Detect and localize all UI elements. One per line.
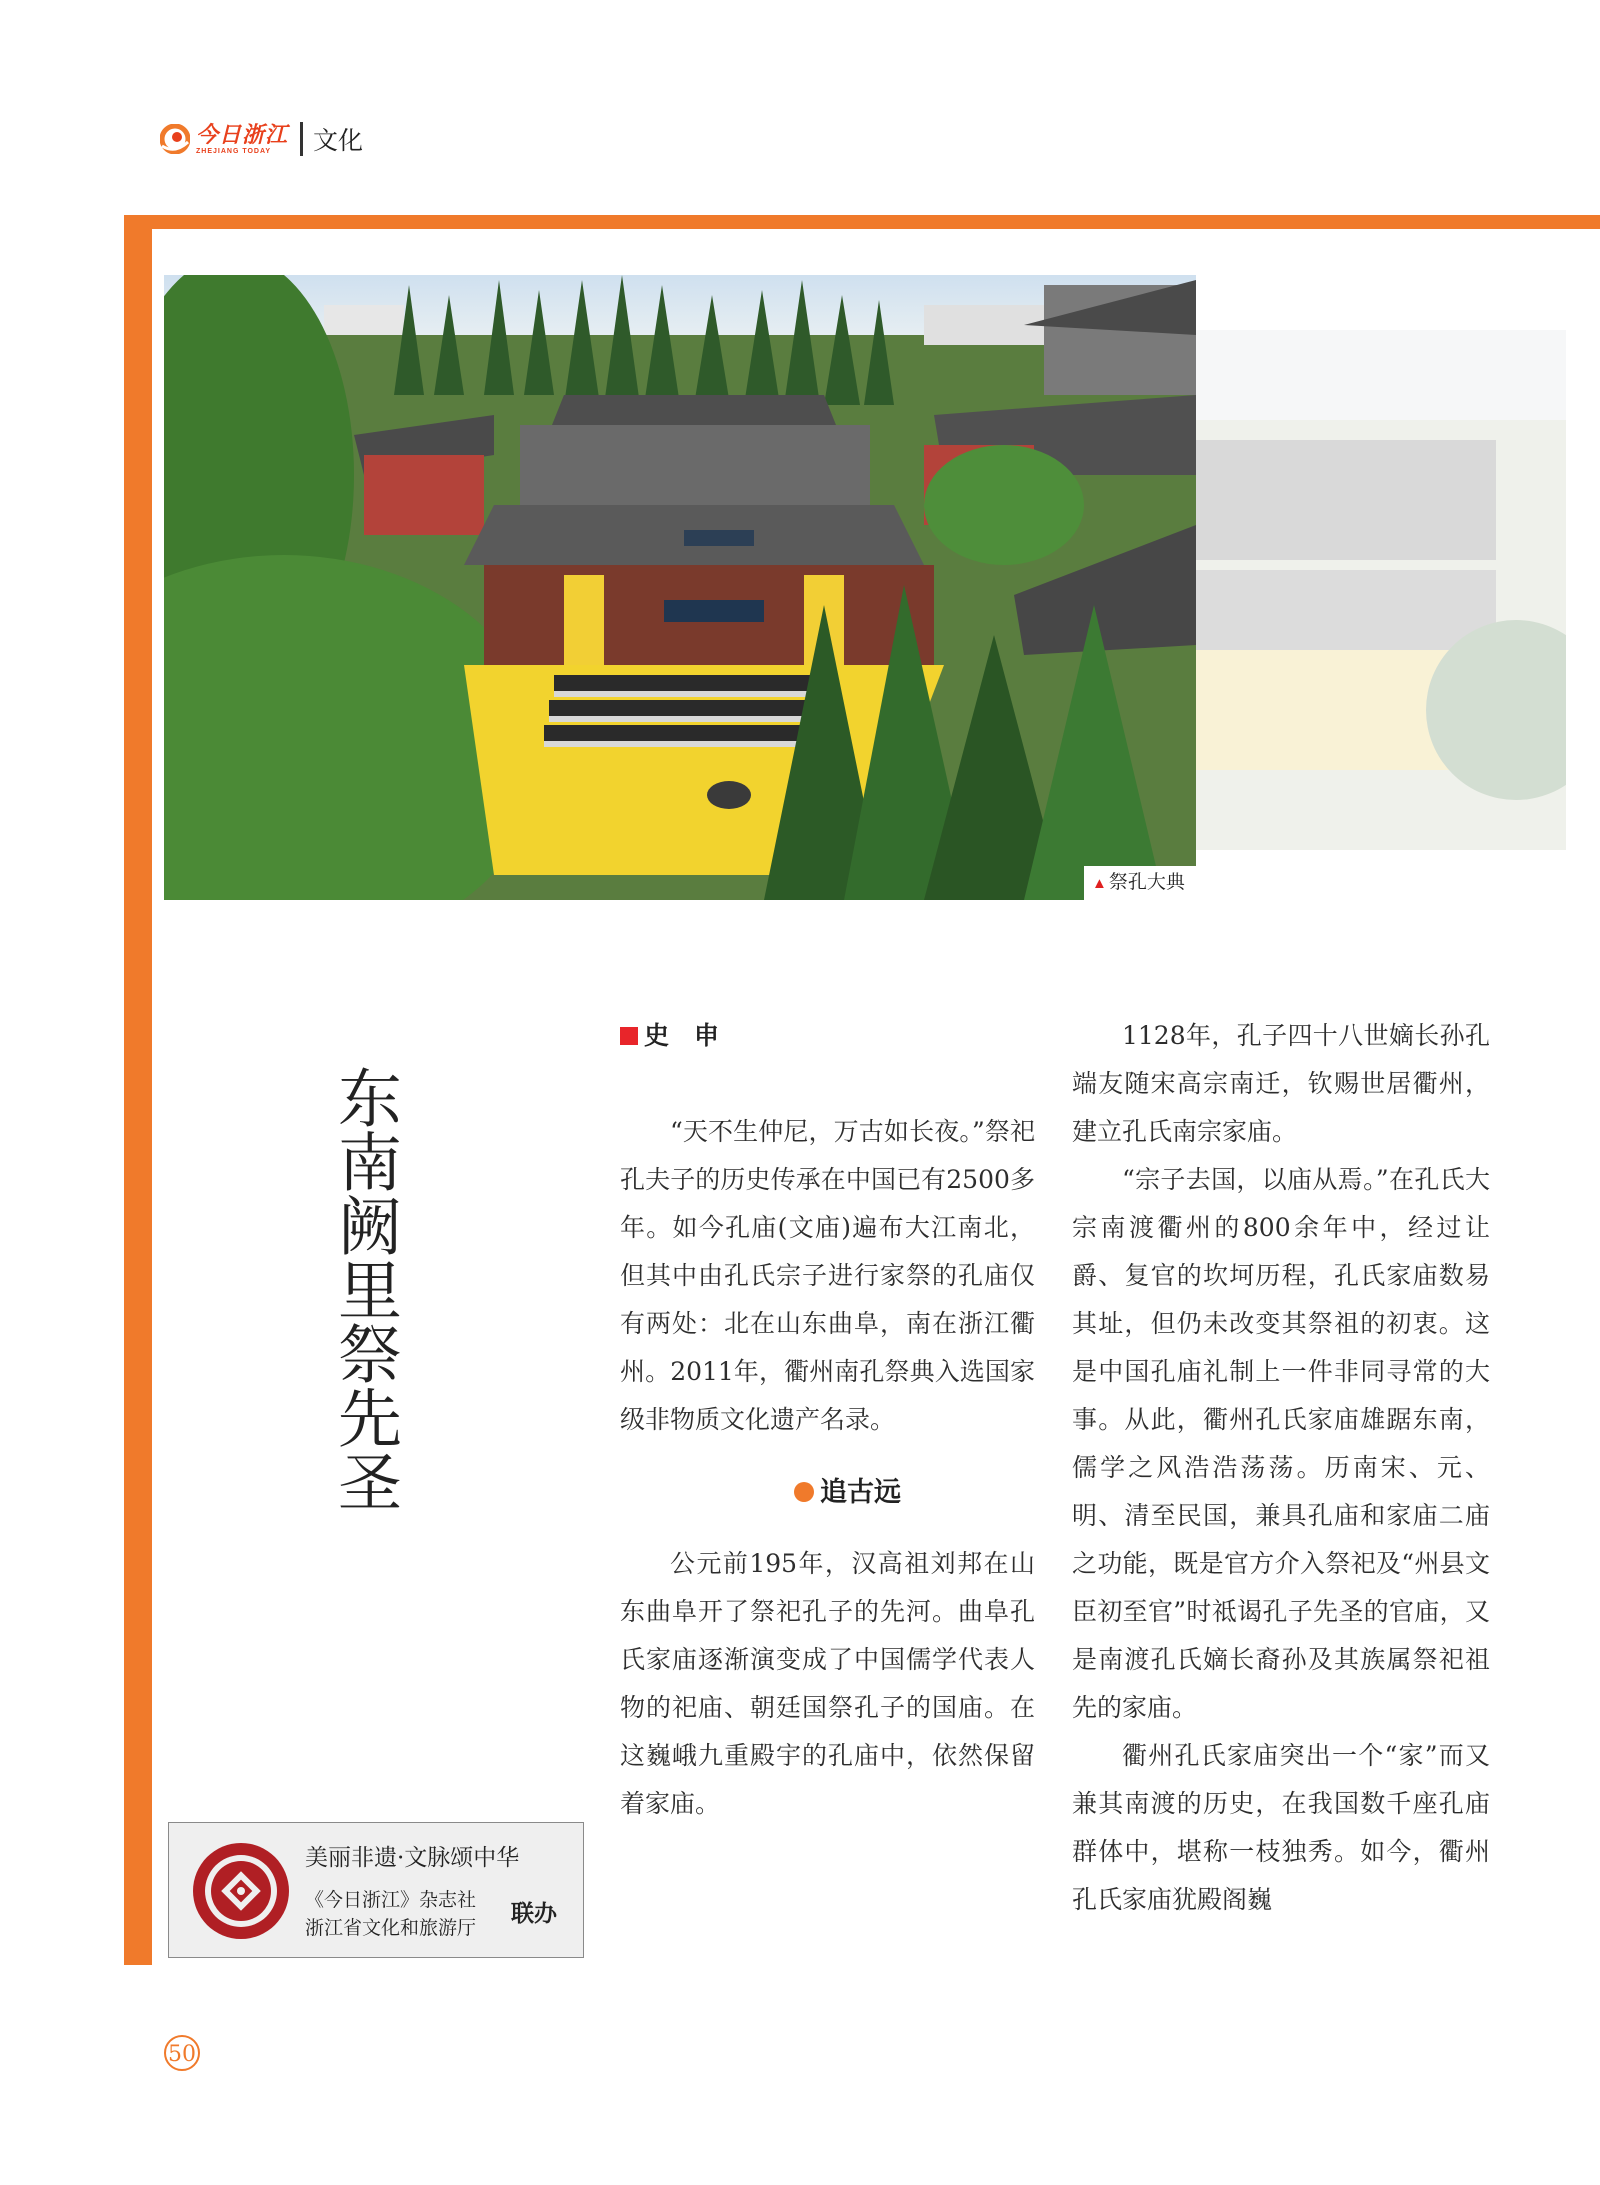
paragraph: “天不生仲尼，万古如长夜。”祭祀孔夫子的历史传承在中国已有2500多年。如今孔庙(文庙)遍布大江南北，但其中由孔氏宗子进行家祭的孔庙仅有两处：北在山东曲阜，南在浙江衢州。2011年，衢州南孔祭典入选国家级非物质文化遗产名录。 xyxy=(620,1117,1035,1434)
author-square-icon xyxy=(620,1027,638,1045)
badge-org-2: 浙江省文化和旅游厅 xyxy=(305,1918,477,1939)
paragraph: 衢州孔氏家庙突出一个“家”而又兼其南渡的历史，在我国数千座孔庙群体中，堪称一枝独秀。如今，衢州孔氏家庙犹殿阁巍 xyxy=(1072,1741,1490,1914)
caption-triangle-icon: ▲ xyxy=(1092,875,1107,892)
caption-text: 祭孔大典 xyxy=(1108,872,1185,893)
ceremony-photo xyxy=(164,275,1196,900)
paragraph: “宗子去国，以庙从焉。”在孔氏大宗南渡衢州的800余年中，经过让爵、复官的坎坷历程，孔氏家庙数易其址，但仍未改变其祭祖的初衷。这是中国孔庙礼制上一件非同寻常的大事。从此，衢州孔氏家庙雄踞东南，儒学之风浩浩荡荡。历南宋、元、明、清至民国，兼具孔庙和家庙二庙之功能，既是官方介入祭祀及“州县文臣初至官”时祗谒孔子先圣的官庙，又是南渡孔氏嫡长裔孙及其族属祭祀祖先的家庙。 xyxy=(1072,1165,1490,1722)
logo-text: 今日浙江 xyxy=(196,121,289,148)
badge-org-1: 《今日浙江》杂志社 xyxy=(305,1890,477,1911)
badge-joint-label: 联办 xyxy=(511,1900,557,1926)
author-name: 史 申 xyxy=(644,1022,720,1050)
article-column-1 xyxy=(620,1012,1035,1828)
paragraph: 公元前195年，汉高祖刘邦在山东曲阜开了祭祀孔子的先河。曲阜孔氏家庙逐渐演变成了中国儒学代表人物的祀庙、朝廷国祭孔子的国庙。在这巍峨九重殿宇的孔庙中，依然保留着家庙。 xyxy=(620,1549,1035,1818)
subheading-text: 追古远 xyxy=(820,1477,901,1507)
sponsor-badge xyxy=(168,1822,584,1958)
section-name: 文化 xyxy=(313,127,364,155)
badge-slogan: 美丽非遗·文脉颂中华 xyxy=(305,1845,520,1871)
masthead xyxy=(160,118,363,160)
article-title: 东南阙里祭先圣 xyxy=(327,1065,401,1513)
article-column-2 xyxy=(1072,1012,1490,1924)
logo xyxy=(196,121,289,155)
photo-caption xyxy=(1084,866,1196,900)
intangible-heritage-seal-icon xyxy=(191,1841,291,1941)
faded-photo-echo xyxy=(1196,330,1566,850)
frame-left-bar xyxy=(124,215,152,1965)
subheading-dot-icon xyxy=(794,1482,814,1502)
subheading xyxy=(620,1444,1035,1540)
page-number: 50 xyxy=(164,2035,200,2071)
paragraph: 1128年，孔子四十八世嫡长孙孔端友随宋高宗南迁，钦赐世居衢州，建立孔氏南宗家庙。 xyxy=(1072,1021,1490,1146)
logo-subtext: ZHEJIANG TODAY xyxy=(196,147,272,155)
frame-top-bar xyxy=(124,215,1600,229)
author-line xyxy=(620,1012,1035,1060)
logo-swirl-icon xyxy=(160,124,190,154)
header-divider xyxy=(300,122,303,156)
